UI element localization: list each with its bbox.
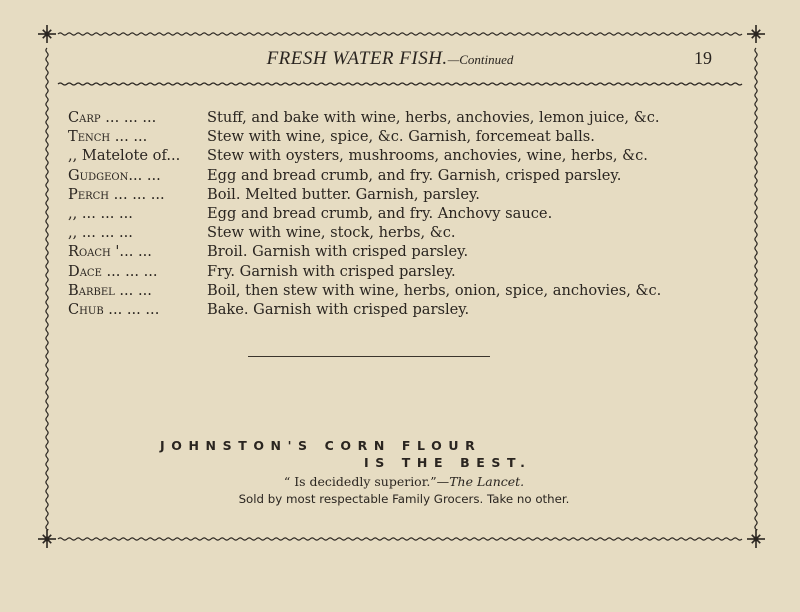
page-number: 19 (694, 48, 712, 68)
fish-row (68, 108, 748, 127)
fish-recipe: Egg and bread crumb, and fry. Anchovy sauce. (207, 204, 553, 222)
ornament-star-icon (747, 530, 765, 548)
fish-row (68, 127, 748, 146)
fish-recipe: Boil. Melted butter. Garnish, parsley. (207, 185, 480, 203)
fish-name: Roach '... ... (68, 243, 152, 261)
fish-name: Gudgeon... ... (68, 166, 161, 184)
fish-recipe: Boil, then stew with wine, herbs, onion, spice, anchovies, &c. (207, 281, 662, 299)
fish-recipe: Stew with oysters, mushrooms, anchovies, wine, herbs, &c. (207, 147, 648, 165)
fish-row (68, 185, 748, 204)
wavy-border-line (58, 538, 742, 540)
fish-recipe: Fry. Garnish with crisped parsley. (207, 262, 456, 280)
ad-sold-by: Sold by most respectable Family Grocers. Take no other. (238, 492, 570, 506)
fish-row (68, 242, 748, 261)
wavy-border-line (46, 48, 48, 530)
fish-row (68, 281, 748, 300)
fish-recipe: Stew with wine, spice, &c. Garnish, forcemeat balls. (207, 128, 595, 146)
ornament-star-icon (747, 25, 765, 43)
page-header (60, 46, 720, 74)
fish-row (68, 166, 748, 185)
fish-row (68, 204, 748, 223)
ornament-star-icon (38, 25, 56, 43)
fish-recipe: Bake. Garnish with crisped parsley. (207, 300, 470, 318)
fish-recipe-list (68, 108, 748, 319)
fish-name: ,, ... ... ... (68, 224, 133, 242)
fish-recipe: Stuff, and bake with wine, herbs, anchovies, lemon juice, &c. (207, 109, 660, 126)
fish-row (68, 300, 748, 319)
fish-name: Barbel ... ... (68, 281, 152, 299)
fish-row (68, 146, 748, 165)
ad-quote: “ Is decidedly superior.”—The Lancet. (283, 474, 525, 489)
wavy-border-line (58, 33, 742, 35)
wavy-border-line (755, 48, 757, 530)
fish-recipe: Egg and bread crumb, and fry. Garnish, crisped parsley. (207, 166, 622, 184)
fish-name: Chub ... ... ... (68, 300, 160, 318)
ornament-star-icon (38, 530, 56, 548)
fish-name: ,, ... ... ... (68, 204, 133, 222)
ad-subheadline: IS THE BEST. (364, 455, 532, 470)
fish-name: Tench ... ... (68, 128, 148, 146)
section-divider (248, 356, 490, 357)
fish-name: Carp ... ... ... (68, 109, 157, 126)
ad-headline: JOHNSTON'S CORN FLOUR (160, 438, 482, 453)
fish-name: Dace ... ... ... (68, 262, 158, 280)
fish-recipe: Stew with wine, stock, herbs, &c. (207, 224, 456, 242)
wavy-border-line (58, 83, 742, 85)
ad-quote-source: The Lancet. (449, 474, 525, 489)
fish-name: Perch ... ... ... (68, 185, 165, 203)
fish-recipe: Broil. Garnish with crisped parsley. (207, 243, 469, 261)
fish-row (68, 223, 748, 242)
page-title: FRESH WATER FISH.—Continued (266, 48, 514, 69)
fish-name: ,, Matelote of... (68, 147, 181, 165)
continued-label: —Continued (447, 52, 514, 67)
fish-row (68, 262, 748, 281)
